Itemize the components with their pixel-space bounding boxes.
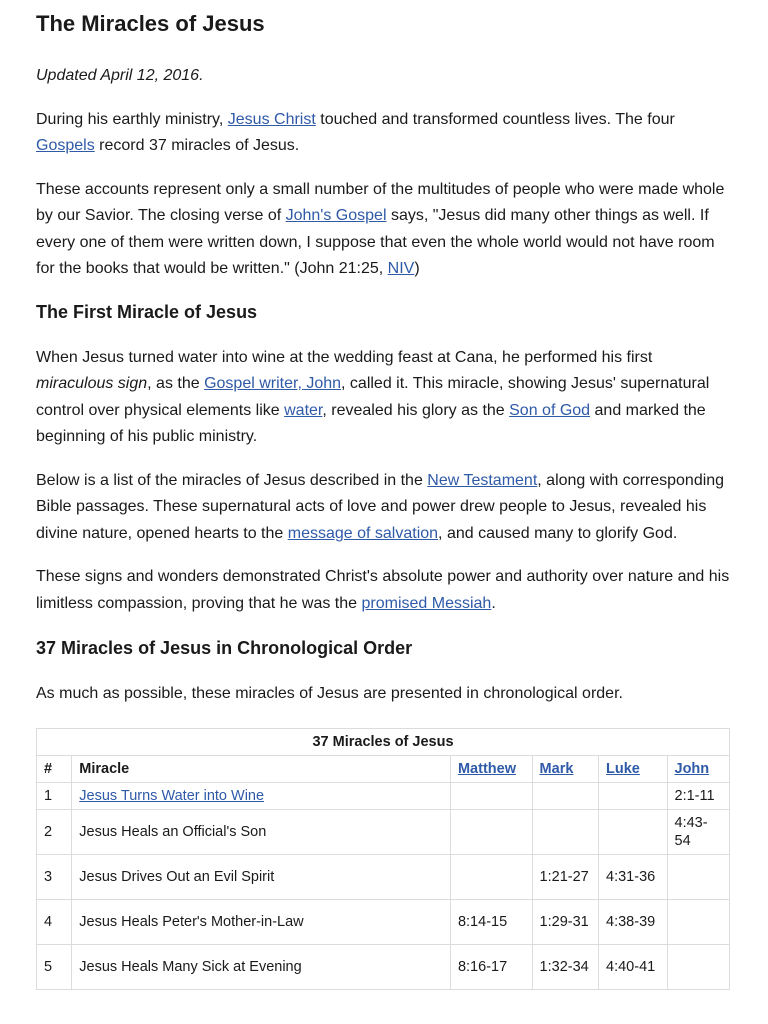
cell-matthew — [450, 809, 532, 854]
table-row — [37, 782, 730, 809]
column-header-miracle: Miracle — [72, 755, 451, 782]
cell-mark — [532, 782, 598, 809]
cell-matthew: 8:14-15 — [450, 899, 532, 944]
text: record 37 miracles of Jesus. — [94, 137, 300, 154]
text: When Jesus turned water into wine at the wedding feast at Cana, he performed his first — [36, 348, 653, 366]
emphasis-text: miraculous sign — [36, 375, 148, 392]
cell-number: 3 — [37, 854, 72, 899]
paragraph-chronological-note: As much as possible, these miracles of Jesus are presented in chronological order. — [36, 685, 623, 702]
text: and marked the beginning of his public ministry. — [36, 401, 706, 445]
link-new-testament[interactable]: New Testament — [427, 471, 538, 489]
table-row — [37, 944, 730, 989]
text: touched and transformed countless lives. The four — [315, 110, 675, 128]
cell-miracle: Jesus Drives Out an Evil Spirit — [72, 854, 451, 899]
table-row — [37, 899, 730, 944]
cell-mark: 1:29-31 — [532, 899, 598, 944]
cell-miracle: Jesus Heals Peter's Mother-in-Law — [72, 899, 451, 944]
text: Below is a list of the miracles of Jesus described in the — [36, 471, 428, 489]
paragraph-first-miracle — [36, 345, 732, 451]
cell-luke: 4:40-41 — [599, 944, 667, 989]
cell-john — [667, 899, 730, 944]
cell-luke: 4:38-39 — [599, 899, 667, 944]
link-johns-gospel[interactable]: John's Gospel — [285, 207, 387, 224]
sort-link-matthew[interactable]: Matthew — [457, 760, 516, 777]
section-heading-chronological: 37 Miracles of Jesus in Chronological Order — [36, 638, 413, 658]
table-row — [37, 809, 730, 854]
text: These signs and wonders demonstrated Christ's absolute power and authority over nature and his limitless compassion, proving that he was the — [36, 568, 730, 612]
text: , called it. This miracle, showing Jesus' supernatural control over physical elements like — [36, 375, 710, 419]
sort-link-john[interactable]: John — [674, 760, 710, 777]
link-niv[interactable]: NIV — [387, 260, 415, 277]
cell-luke — [599, 809, 667, 854]
cell-john — [667, 944, 730, 989]
column-header-mark — [532, 755, 598, 782]
sort-link-luke[interactable]: Luke — [606, 760, 640, 777]
text: , along with corresponding Bible passages. These supernatural acts of love and power drew people to Jesus, revealed his divine nature, opened hearts to the — [36, 471, 725, 542]
column-header-matthew — [450, 755, 532, 782]
text: says, "Jesus did many other things as well. If every one of them were written down, I suppose that even the whole world would not have room for the books that would be written." (John 21:25, — [36, 207, 715, 277]
link-gospel-writer-john[interactable]: Gospel writer, John — [204, 375, 342, 392]
miracles-table — [36, 728, 730, 990]
text: . — [491, 594, 496, 612]
cell-mark — [532, 809, 598, 854]
sort-link-mark[interactable]: Mark — [539, 760, 574, 777]
cell-luke: 4:31-36 — [599, 854, 667, 899]
intro-paragraph-1 — [36, 107, 732, 160]
section-heading-first-miracle: The First Miracle of Jesus — [36, 301, 258, 322]
cell-luke — [599, 782, 667, 809]
cell-matthew: 8:16-17 — [450, 944, 532, 989]
link-water-into-wine[interactable]: Jesus Turns Water into Wine — [79, 787, 265, 804]
cell-john: 2:1-11 — [667, 782, 730, 809]
cell-mark: 1:32-34 — [532, 944, 598, 989]
text: ) — [414, 260, 420, 277]
link-gospels[interactable]: Gospels — [36, 137, 95, 154]
table-caption-row — [37, 728, 730, 755]
link-water[interactable]: water — [284, 401, 323, 419]
cell-number: 5 — [37, 944, 72, 989]
table-row — [37, 854, 730, 899]
column-header-number: # — [37, 755, 72, 782]
cell-miracle: Jesus Heals Many Sick at Evening — [72, 944, 451, 989]
cell-john: 4:43-54 — [667, 809, 730, 854]
cell-miracle: Jesus Heals an Official's Son — [72, 809, 451, 854]
page-title: The Miracles of Jesus — [36, 11, 265, 36]
paragraph-list-intro — [36, 468, 732, 548]
cell-john — [667, 854, 730, 899]
cell-matthew — [450, 782, 532, 809]
text: , and caused many to glorify God. — [438, 524, 678, 542]
text: , revealed his glory as the — [322, 401, 510, 419]
column-header-luke — [599, 755, 667, 782]
cell-mark: 1:21-27 — [532, 854, 598, 899]
intro-paragraph-2 — [36, 177, 732, 283]
text: , as the — [147, 375, 205, 392]
table-caption: 37 Miracles of Jesus — [37, 728, 730, 755]
text: During his earthly ministry, — [36, 110, 228, 128]
cell-miracle — [72, 782, 451, 809]
table-header-row — [37, 755, 730, 782]
cell-number: 1 — [37, 782, 72, 809]
updated-date: Updated April 12, 2016. — [36, 67, 204, 84]
link-son-of-god[interactable]: Son of God — [509, 401, 591, 419]
link-promised-messiah[interactable]: promised Messiah — [361, 594, 492, 612]
paragraph-signs-wonders — [36, 564, 732, 617]
cell-number: 2 — [37, 809, 72, 854]
link-jesus-christ[interactable]: Jesus Christ — [227, 110, 316, 128]
cell-number: 4 — [37, 899, 72, 944]
text: These accounts represent only a small number of the multitudes of people who were made whole by our Savior. The closing verse of — [36, 180, 725, 224]
column-header-john — [667, 755, 730, 782]
link-message-of-salvation[interactable]: message of salvation — [287, 524, 439, 542]
cell-matthew — [450, 854, 532, 899]
